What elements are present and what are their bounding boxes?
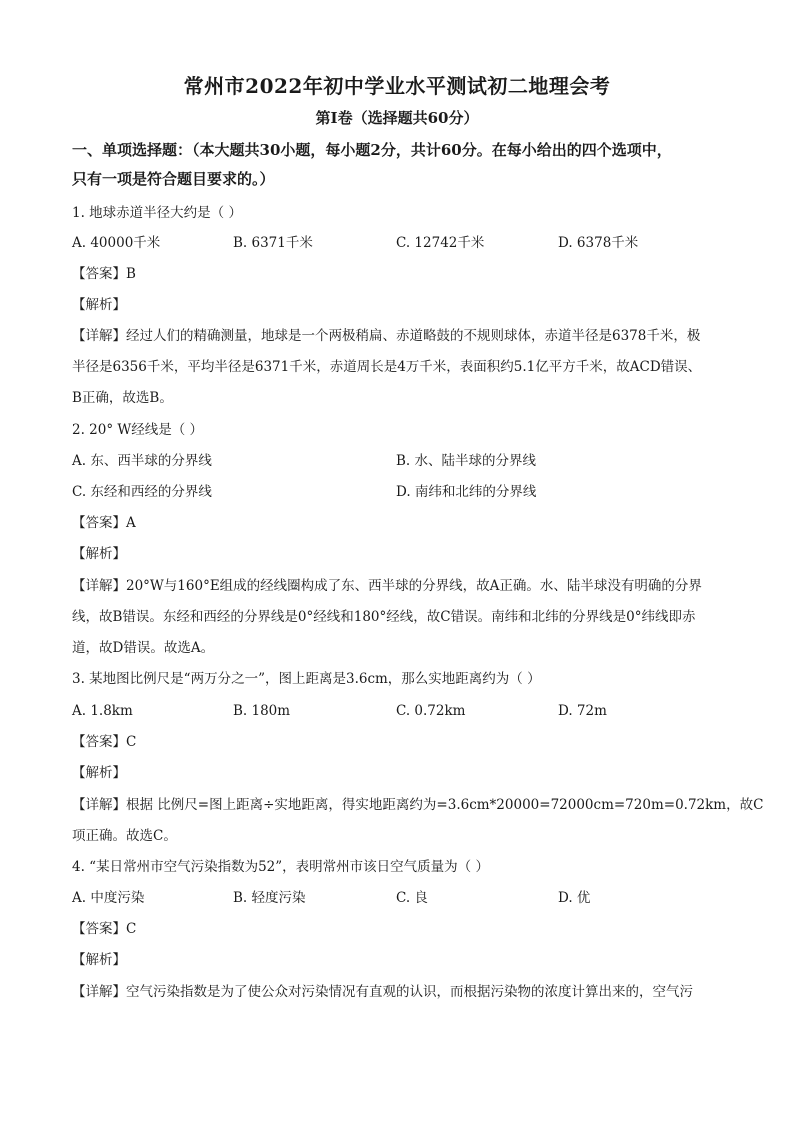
question-2-detail-line-2: 线，故B错误。东经和西经的分界线是0°经线和180°经线，故C错误。南纬和北纬的分界线是0°纬线即赤 <box>72 609 696 625</box>
question-2-detail-line-1: 【详解】20°W与160°E组成的经线圈构成了东、西半球的分界线，故A正确。水、陆半球没有明确的分界 <box>72 578 702 594</box>
question-3-option-a: A. 1.8km <box>72 703 133 719</box>
question-3-detail-line-1: 【详解】根据 比例尺=图上距离÷实地距离，得实地距离约为=3.6cm*20000=72000cm=720m=0.72km，故C <box>72 797 764 813</box>
question-4-analysis: 【解析】 <box>72 952 126 968</box>
question-1-option-a: A. 40000千米 <box>72 235 161 251</box>
question-3-analysis: 【解析】 <box>72 765 126 781</box>
question-3-option-b: B. 180m <box>233 703 291 719</box>
question-2-option-b: B. 水、陆半球的分界线 <box>396 453 537 469</box>
question-3-answer: 【答案】C <box>72 734 137 750</box>
question-2-detail-line-3: 道，故D错误。故选A。 <box>72 640 215 656</box>
question-1-option-b: B. 6371千米 <box>233 235 313 251</box>
question-1-answer: 【答案】B <box>72 266 136 282</box>
question-2-answer: 【答案】A <box>72 515 136 531</box>
page-title: 常州市2022年初中学业水平测试初二地理会考 <box>183 74 611 98</box>
page-subtitle: 第Ⅰ卷（选择题共60分） <box>315 109 479 127</box>
question-2-option-d: D. 南纬和北纬的分界线 <box>396 484 537 500</box>
question-3-detail-line-2: 项正确。故选C。 <box>72 828 177 844</box>
question-1-analysis: 【解析】 <box>72 297 126 313</box>
question-1-detail-line-3: B正确，故选B。 <box>72 390 173 406</box>
question-4-answer: 【答案】C <box>72 921 137 937</box>
question-4-option-d: D. 优 <box>558 890 591 906</box>
question-2-option-a: A. 东、西半球的分界线 <box>72 453 212 469</box>
question-2-stem: 2. 20° W经线是（ ） <box>72 422 204 438</box>
question-3-stem: 3. 某地图比例尺是“两万分之一”，图上距离是3.6cm，那么实地距离约为（ ） <box>72 671 541 687</box>
question-4-option-a: A. 中度污染 <box>72 890 145 906</box>
question-1-option-d: D. 6378千米 <box>558 235 639 251</box>
question-1-option-c: C. 12742千米 <box>396 235 485 251</box>
question-3-option-c: C. 0.72km <box>396 703 466 719</box>
question-3-option-d: D. 72m <box>558 703 607 719</box>
question-4-option-c: C. 良 <box>396 890 428 906</box>
question-2-analysis: 【解析】 <box>72 546 126 562</box>
section-heading-line-2: 只有一项是符合题目要求的。） <box>72 170 275 188</box>
question-4-detail-line-1: 【详解】空气污染指数是为了使公众对污染情况有直观的认识，而根据污染物的浓度计算出来的，空气污 <box>72 984 693 1000</box>
question-4-option-b: B. 轻度污染 <box>233 890 306 906</box>
question-1-detail-line-1: 【详解】经过人们的精确测量，地球是一个两极稍扁、赤道略鼓的不规则球体，赤道半径是6378千米，极 <box>72 328 701 344</box>
question-1-detail-line-2: 半径是6356千米，平均半径是6371千米，赤道周长是4万千米，表面积约5.1亿平方千米，故ACD错误、 <box>72 359 702 375</box>
question-2-option-c: C. 东经和西经的分界线 <box>72 484 212 500</box>
question-1-stem: 1. 地球赤道半径大约是（ ） <box>72 205 242 221</box>
section-heading-line-1: 一、单项选择题：（本大题共30小题，每小题2分，共计60分。在每小给出的四个选项中， <box>72 141 672 159</box>
question-4-stem: 4. “某日常州市空气污染指数为52”，表明常州市该日空气质量为（ ） <box>72 859 489 875</box>
